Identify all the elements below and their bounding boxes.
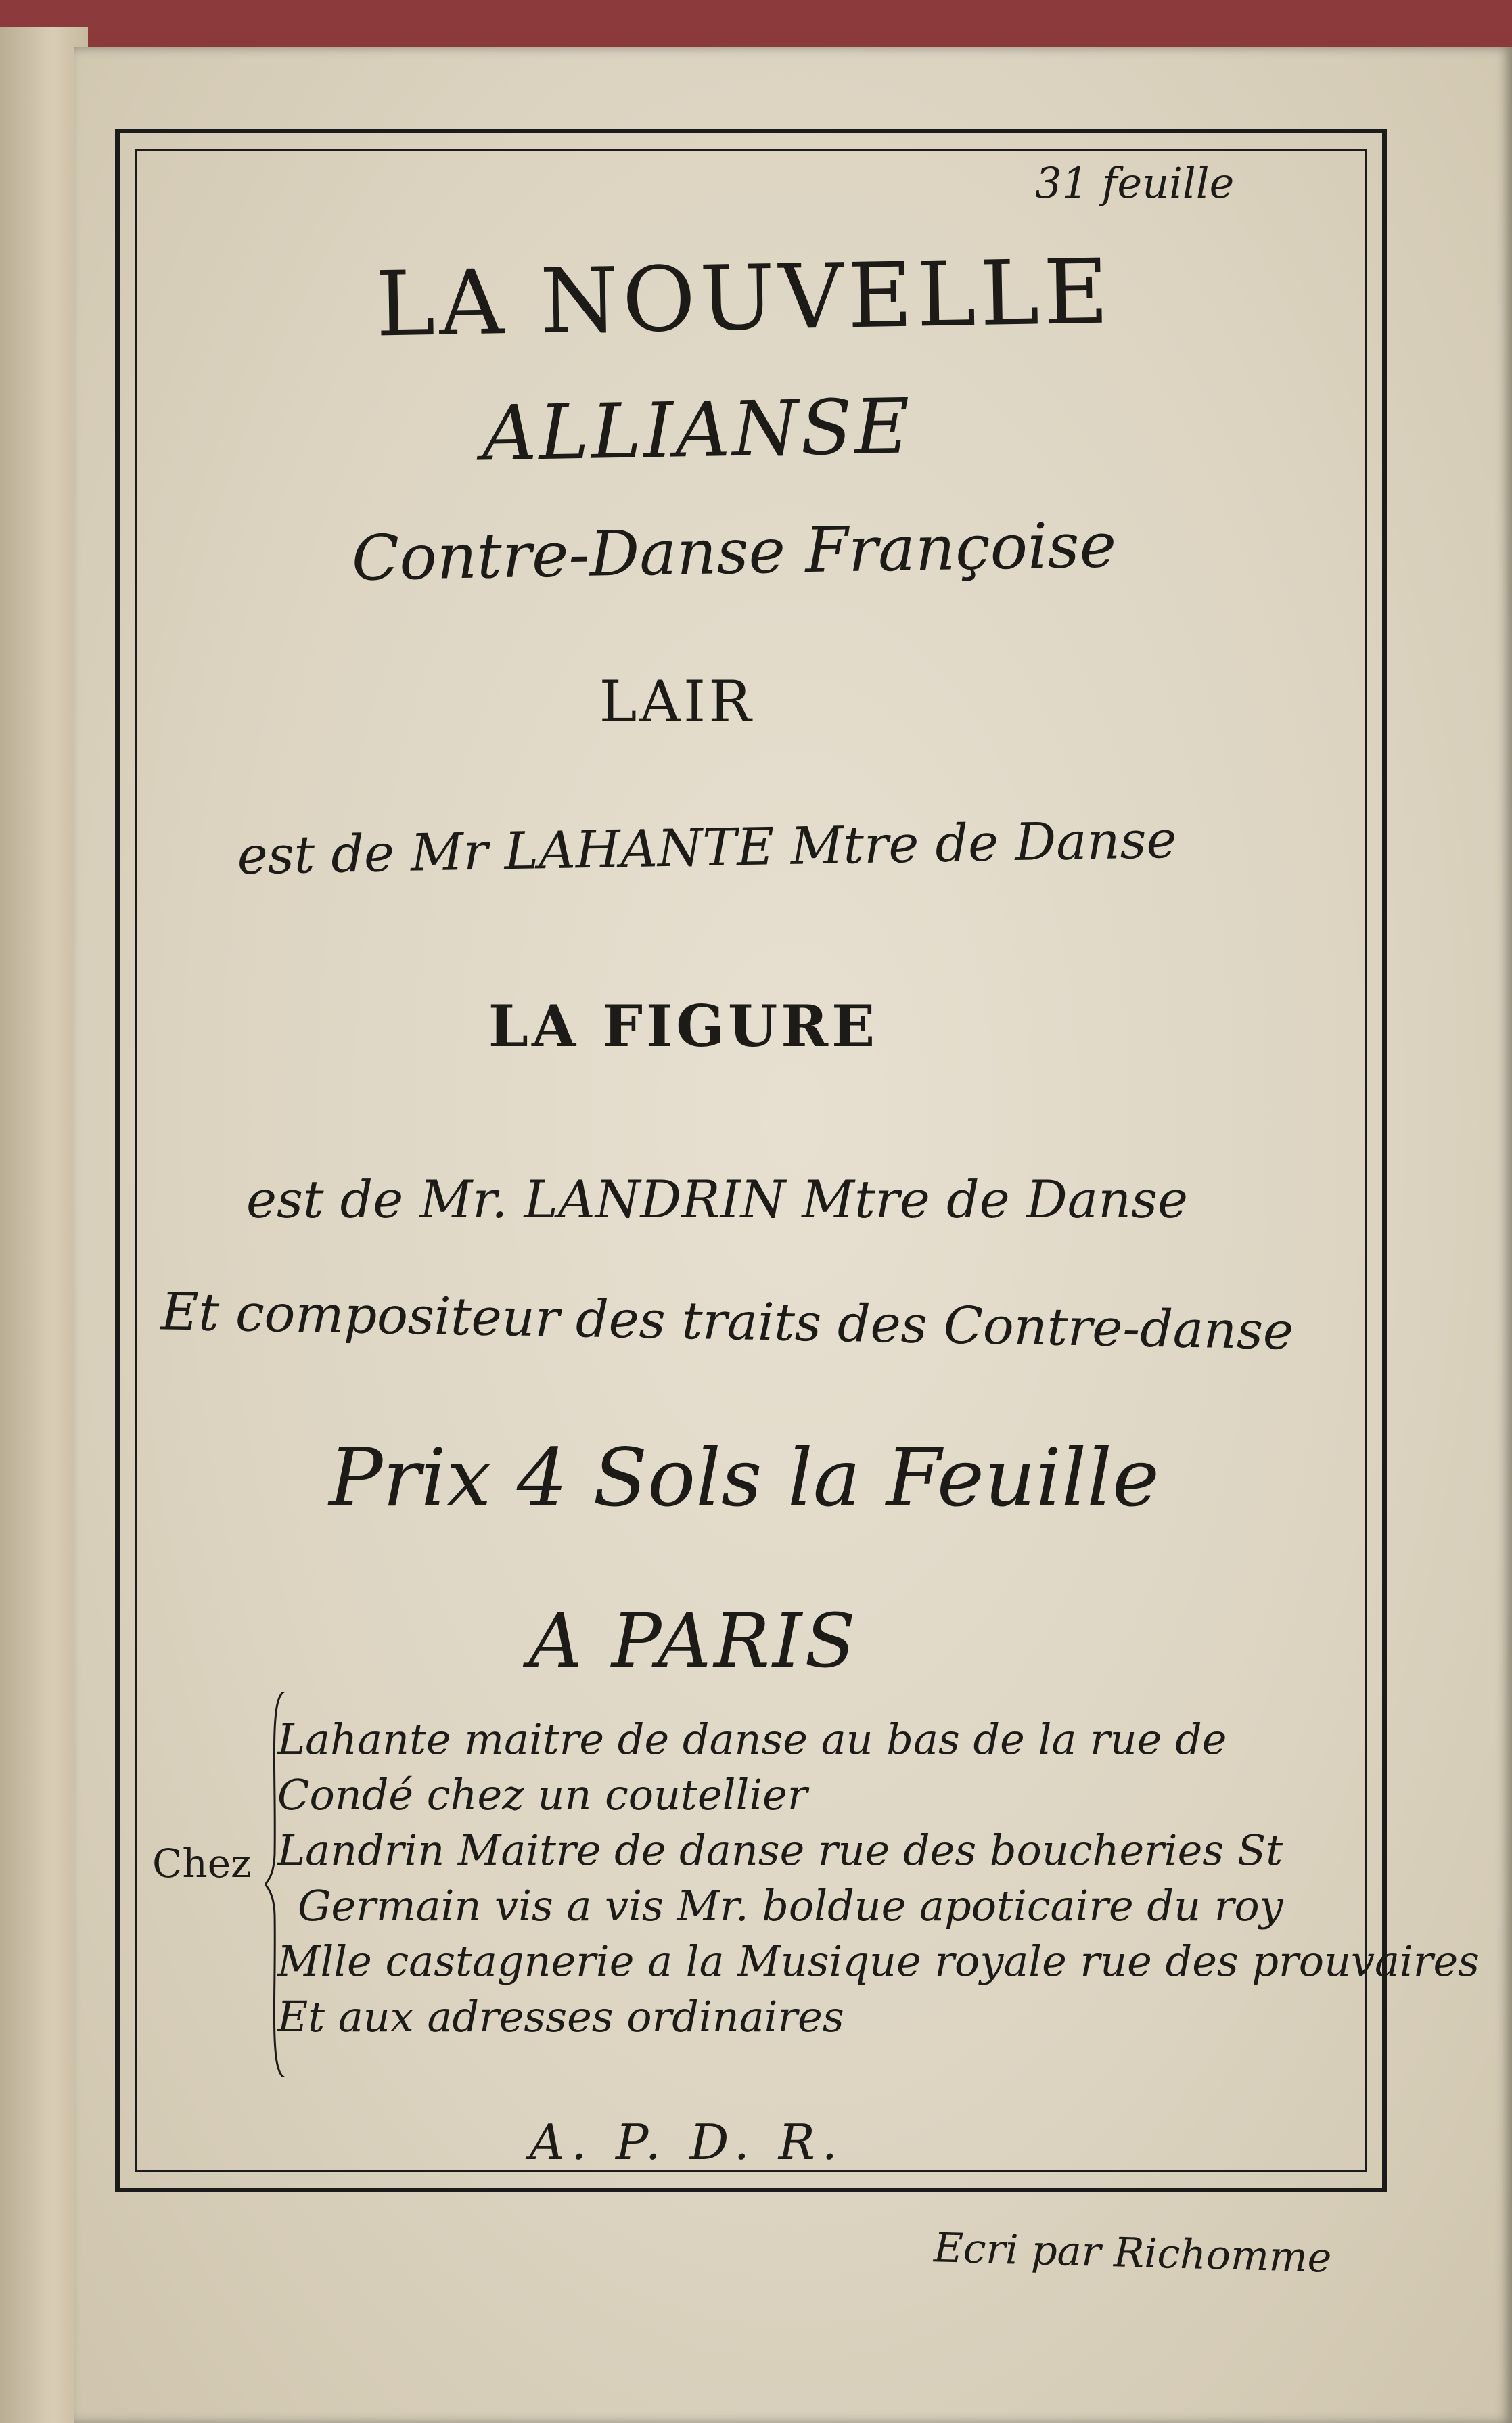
seller-line: Germain vis a vis Mr. boldue apoticaire du roy [298,1881,1283,1930]
seller-line: Condé chez un coutellier [277,1770,808,1819]
air-credit: est de Mr LAHANTE Mtre de Danse [236,809,1178,886]
title-line-1: LA NOUVELLE [375,240,1114,357]
privilege-mark: A. P. D. R. [529,2114,844,2171]
seller-addresses [277,1712,1480,2045]
engraver-credit: Ecri par Richomme [933,2224,1333,2282]
subtitle: Contre-Danse Françoise [351,509,1117,595]
seller-line: Et aux adresses ordinaires [277,1992,844,2041]
figure-credit-line-2: Et compositeur des traits des Contre-danse [160,1281,1294,1361]
sheet-count-note: 31 feuille [1035,158,1235,208]
seller-line: Mlle castagnerie a la Musique royale rue des prouvaires [277,1937,1480,1986]
city-line: A PARIS [528,1598,858,1684]
seller-line: Landrin Maitre de danse rue des boucheries St [277,1826,1283,1875]
figure-credit: est de Mr. LANDRIN Mtre de Danse [246,1169,1189,1229]
figure-label: LA FIGURE [488,993,879,1060]
title-line-2: ALLIANSE [481,382,913,478]
chez-label: Chez [152,1840,252,1886]
price-line: Prix 4 Sols la Feuille [329,1431,1160,1524]
air-label: LAIR [599,669,754,735]
seller-line: Lahante maitre de danse au bas de la rue de [277,1715,1227,1764]
